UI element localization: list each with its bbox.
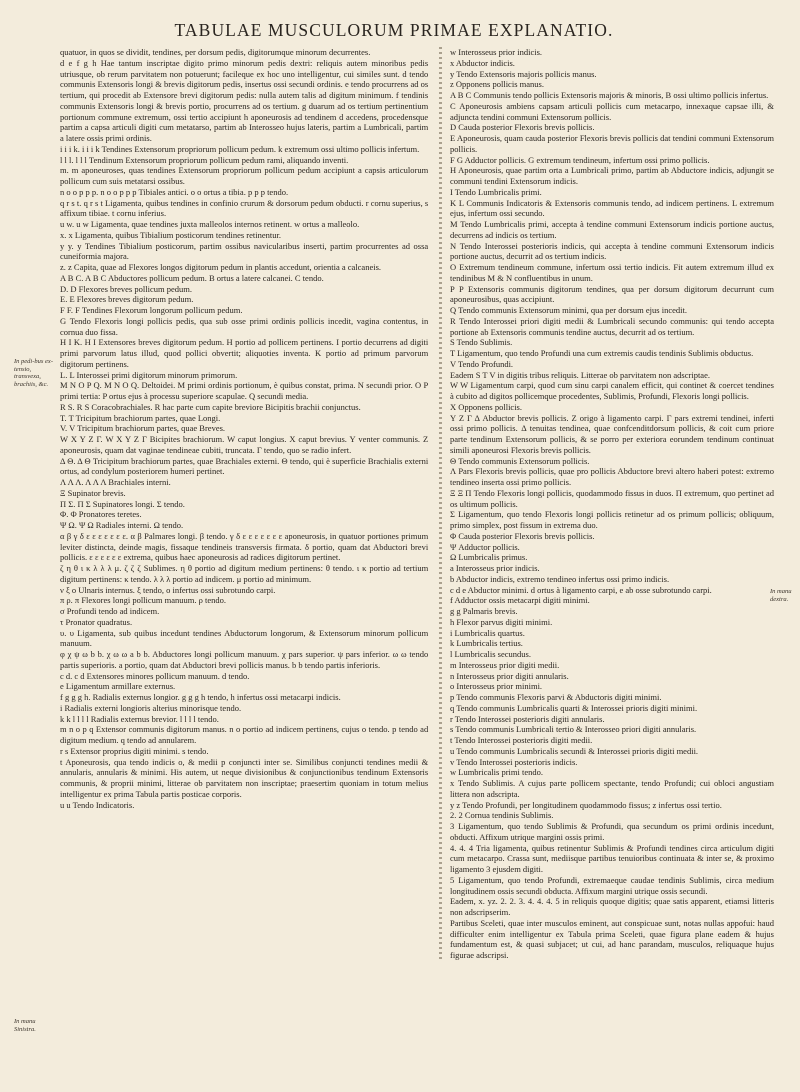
page-title: TABULAE MUSCULORUM PRIMAE EXPLANATIO.: [174, 20, 614, 40]
legend-entry: x Tendo Sublimis. A cujus parte pollicem spectante, tendo Profundi; cui obloci angustiam littera non adscripta.: [449, 778, 774, 799]
legend-entry: V. V Tricipitum brachiorum partes, quae Breves.: [60, 423, 226, 434]
legend-entry: Δ Θ. Δ Θ Tricipitum brachiorum partes, quae Brachiales externi. Θ tendo, qui è superficie Brachialis externi ortus, ad condylum posteriorem humeri pertinet.: [60, 455, 429, 477]
legend-entry: V Tendo Profundi.: [449, 358, 514, 369]
legend-entry: f g g g h. Radialis externus longior. g g g h tendo, h infertus ossi metacarpi indicis.: [60, 692, 341, 702]
legend-entry: m n o p q Extensor communis digitorum manus. n o portio ad indicem pertinens, cujus o tendo. p tendo ad digitum medium. q tendo ad annularem.: [60, 724, 429, 745]
legend-entry: m Interosseus prior digiti medii.: [449, 659, 560, 670]
legend-entry: W X Y Z Γ. W X Y Z Γ Bicipites brachiorum. W caput longius. X caput brevius. Y venter communis. Z aponeurosis, quam dat vaginae tendineae cubiti, truncata. Γ tendo, quo se radio infert.: [60, 434, 429, 455]
legend-entry: Λ Λ Λ. Λ Λ Λ Brachiales interni.: [60, 477, 171, 487]
legend-entry: H I K. H I Extensores breves digitorum pedum. H portio ad pollicem pertinens. I portio decurrens ad digiti primi parvorum latus illud, quod pollici obvertit; aliquoties inventa. K portio ad primum parvorum digitorum pertinens.: [60, 337, 429, 369]
legend-entry: Q Tendo communis Extensorum minimi, qua per dorsum ejus incedit.: [449, 305, 687, 315]
legend-entry: l l l. l l l Tendinum Extensorum propriorum pollicum pedum rami, aliquando inventi.: [60, 154, 349, 165]
legend-entry: X Opponens pollicis.: [449, 401, 522, 412]
legend-entry: r s Extensor proprius digiti minimi. s tendo.: [60, 745, 209, 756]
legend-entry: i Radialis externi longioris alterius minorisque tendo.: [60, 702, 242, 713]
legend-entry: Partibus Sceleti, quae inter musculos eminent, aut conspicuae sunt, notas nullas appofui: haud difficulter enim intelligentur ex Tabula prima Sceleti, quae figura plane eadem & hujus fundamentum est, & quasi subjacet; ut cui, ad hanc parandam, musculos, reliquaque hujus figurae adscripsi.: [449, 917, 774, 960]
legend-entry: Eadem, x. yz. 2. 2. 3. 4. 4. 4. 5 in reliquis quoque digitis; quae satis apparent, etiamsi litteris non adscripserim.: [449, 896, 774, 917]
legend-entry: N Tendo Interossei posterioris indicis, qui accepta à tendine communi Extensorum indicis portione auctus, decurrit ad os tertium indicis.: [449, 240, 774, 262]
legend-entry: I Tendo Lumbricalis primi.: [449, 186, 542, 197]
legend-entry: D Cauda posterior Flexoris brevis pollicis.: [449, 122, 595, 133]
legend-entry: Θ Tendo communis Extensorum pollicis.: [449, 455, 590, 466]
legend-entry: π ρ. π Flexores longi pollicum manuum. ρ tendo.: [60, 595, 227, 606]
left-column: [60, 47, 428, 961]
legend-entry: r Tendo Interossei posterioris digiti annularis.: [449, 713, 605, 724]
legend-entry: 3 Ligamentum, quo tendo Sublimis & Profundi, qua secundum os primi ordinis incedunt, obducti. Affixum utrique margini ossis primi.: [449, 821, 774, 842]
legend-entry: Eadem S T V in digitis tribus reliquis. Litterae ob parvitatem non adscriptae.: [449, 369, 710, 380]
legend-entry: n o o p p p. n o o p p p Tibiales antici. o o ortus a tibia. p p p tendo.: [60, 186, 289, 197]
legend-entry: v Tendo Interossei posterioris indicis.: [449, 756, 578, 767]
column-divider: [434, 47, 446, 961]
legend-entry: φ χ ψ ω b b. χ ω ω a b b. Abductores longi pollicum manuum. χ pars superior. ψ pars inferior. ω ω tendo partis superioris. a portio, quam dat Abductori brevi pollicis manus. b b tendo partis inferioris.: [60, 649, 429, 670]
legend-entry: R S. R S Coracobrachiales. R hac parte cum capite breviore Bicipitis brachii conjunctus.: [60, 401, 361, 412]
legend-entry: t Tendo Interossei posterioris digiti medii.: [449, 735, 593, 745]
legend-entry: x. x Ligamenta, quibus Tibialium posticorum tendines retinentur.: [60, 229, 281, 240]
margin-note-left-bottom: In manu Sinistra.: [14, 1018, 36, 1033]
legend-entry: u w. u w Ligamenta, quae tendines juxta malleolos internos retinent. w ortus a malleolo.: [60, 219, 360, 229]
legend-entry: w Interosseus prior indicis.: [449, 47, 543, 57]
legend-entry: α β γ δ ε ε ε ε ε ε ε. α β Palmares longi. β tendo. γ δ ε ε ε ε ε ε ε aponeurosis, in quatuor portiones primum leviter distincta, deinde magis, fissaque tendineis transversis firmata. δ portio, quam dat Abductori brevi pollicis. ε ε ε ε ε ε extrema, quibus haec aponeurosis ad radices digitorum pertinet.: [60, 530, 429, 563]
legend-entry: e Ligamentum armillare externus.: [60, 681, 176, 692]
margin-note-left-top: In pedi-bus ex-tensio, transvexa, brachiis, &c.: [14, 358, 53, 388]
legend-entry: h Flexor parvus digiti minimi.: [449, 616, 553, 627]
legend-entry: ζ η θ ι κ λ λ λ μ. ζ ζ ζ Sublimes. η θ portio ad digitum medium pertinens: θ tendo. ι κ portio ad tertium digitum pertinens: κ tendo. λ λ λ portio ad indicem. μ portio ad minimum.: [60, 563, 429, 584]
legend-entry: y z Tendo Profundi, per longitudinem quodammodo fissus; z infertus ossi tertio.: [449, 799, 722, 810]
legend-entry: b Abductor indicis, extremo tendineo infertus ossi primo indicis.: [449, 573, 670, 584]
legend-entry: E Aponeurosis, quam cauda posterior Flexoris brevis pollicis dat tendini communi Extensorum pollicis.: [449, 133, 774, 154]
legend-entry: 2. 2 Cornua tendinis Sublimis.: [449, 810, 554, 821]
legend-entry: L. L Interossei primi digitorum minorum primorum.: [60, 369, 238, 380]
legend-entry: q Tendo communis Lumbricalis quarti & Interossei prioris digiti minimi.: [449, 702, 698, 713]
legend-entry: o Interosseus prior minimi.: [449, 681, 543, 692]
legend-entry: Φ. Φ Pronatores teretes.: [60, 509, 142, 520]
legend-entry: τ Pronator quadratus.: [60, 616, 133, 627]
legend-entry: f Adductor ossis metacarpi digiti minimi.: [449, 595, 590, 606]
margin-note-right: In manu dextra.: [770, 588, 792, 603]
legend-entry: Σ Ligamentum, quo tendo Flexoris longi pollicis retinetur ad os primum pollicis; obliquum, primo simplex, post fissum in extrema duo.: [449, 509, 774, 530]
legend-entry: l Lumbricalis secundus.: [449, 649, 531, 659]
legend-entry: t Aponeurosis, qua tendo indicis o, & medii p conjuncti inter se. Similibus conjuncti tendines medii & annularis, annularis & minimi. His autem, ut neque divisionibus & conjunctionibus tendinum Extensoris communis, & proprii minimi, litterae ob parvitatem non inscriptae; praesertim quoniam in totum melius intelligentur ex prima Tabula partis posticae corporis.: [60, 756, 429, 799]
legend-entry: T. T Tricipitum brachiorum partes, quae Longi.: [60, 412, 221, 423]
legend-entry: S Tendo Sublimis.: [449, 337, 513, 348]
legend-entry: 4. 4. 4 Tria ligamenta, quibus retinentur Sublimis & Profundi tendines circa articulum digiti cum metacarpo. Crassa sunt, mediisque partibus tenuioribus continuata & inter se, & proximo ligamento 3 ejusdem digiti.: [449, 842, 774, 874]
legend-entry: z. z Capita, quae ad Flexores longos digitorum pedum in plantis accedunt, orientia a calcaneis.: [60, 262, 382, 272]
right-column: [450, 47, 774, 961]
legend-entry: n Interosseus prior digiti annularis.: [449, 670, 569, 681]
legend-entry: O Extremum tendineum commune, infertum ossi tertio indicis. Fit autem extremum illud ex tendinibus M & N confluentibus in unum.: [449, 262, 774, 283]
legend-entry: υ. υ Ligamenta, sub quibus incedunt tendines Abductorum longorum, & Extensorum minorum pollicum manuum.: [60, 627, 429, 649]
legend-entry: K L Communis Indicatoris & Extensoris communis tendo, ad indicem pertinens. L extremum ejus, infertum ossi secundo.: [449, 197, 774, 219]
legend-entry: A B C Communis tendo pollicis Extensoris majoris & minoris, B ossi ultimo pollicis infertus.: [449, 90, 769, 100]
legend-entry: σ Profundi tendo ad indicem.: [60, 606, 160, 616]
legend-entry: Λ Pars Flexoris brevis pollicis, quae pro pollicis Abductore brevi altero haberi potest: extremo tendineo inserta ossi primo pollicis.: [449, 466, 774, 487]
legend-entry: Ξ Supinator brevis.: [60, 487, 126, 498]
legend-entry: T Ligamentum, quo tendo Profundi una cum extremis caudis tendinis Sublimis obductus.: [449, 348, 754, 358]
legend-entry: y Tendo Extensoris majoris pollicis manus.: [449, 68, 597, 79]
legend-entry: k k l l l l Radialis externus brevior. l l l l tendo.: [60, 713, 219, 724]
two-column-text: [14, 47, 774, 961]
legend-entry: C Aponeurosis ambiens capsam articuli pollicis cum metacarpo, innexaque capsae illi, & adjuncta tendini communi Extensorum pollicis.: [449, 100, 774, 122]
legend-entry: d e f g h Hae tantum inscriptae digito primo minorum pedis dextri: reliquis autem minoribus pedis utriusque, ob rerum parvitatem non potuerunt; facileque ex hoc uno intelligentur, cui similes sunt. d tendo communis Extensoris longi & brevis digitorum pedis, insertus ossi secundi ordinis. e tendo procurrens ad os tertium, qui procedit ab Extensore brevi digitorum pedis: nulla autem talis ad digitum minimum. f tendinis communis Extensoris longi & brevis portio, procurrens ad os tertium. g duarum ad os tertium pertinentium portionum commune extremum, ossi tertio accipiunt h aponeurosis ad tendinem d accedens, procedensque partim a capsa articuli digiti cum metatarso, partim ab Interosseo hujus lateris, partim a Lumbricali, partim a latere ossis primi ordinis.: [60, 57, 429, 143]
legend-entry: i Lumbricalis quartus.: [449, 627, 525, 638]
legend-entry: F F. F Tendines Flexorum longorum pollicum pedum.: [60, 305, 243, 315]
legend-entry: D. D Flexores breves pollicum pedum.: [60, 283, 192, 294]
legend-entry: g g Palmaris brevis.: [449, 606, 518, 616]
legend-entry: H Aponeurosis, quae partim orta a Lumbricali primo, partim ab Abductore indicis, adjungit se communi tendini Extensorum indicis.: [449, 165, 774, 186]
legend-entry: G Tendo Flexoris longi pollicis pedis, qua sub osse primi ordinis pollicis incedit, vagina contentus, in cornua duo fissa.: [60, 315, 429, 337]
legend-entry: A B C. A B C Abductores pollicum pedum. B ortus a latere calcanei. C tendo.: [60, 272, 324, 283]
legend-entry: Ψ Adductor pollicis.: [449, 541, 520, 552]
legend-entry: c d e Abductor minimi. d ortus à ligamento carpi, e ab osse subrotundo carpi.: [449, 584, 712, 595]
legend-entry: quatuor, in quos se dividit, tendines, per dorsum pedis, digitorumque minorum decurrentes.: [60, 47, 371, 57]
legend-entry: z Opponens pollicis manus.: [449, 79, 544, 90]
legend-entry: Φ Cauda posterior Flexoris brevis pollicis.: [449, 530, 595, 541]
legend-entry: u Tendo communis Lumbricalis secundi & Interossei prioris digiti medii.: [449, 745, 699, 756]
legend-entry: s Tendo communis Lumbricali tertio & Interosseo priori digiti annularis.: [449, 724, 697, 735]
legend-entry: x Abductor indicis.: [449, 57, 515, 68]
legend-entry: Y Z Γ Δ Abductor brevis pollicis. Z origo à ligamento carpi. Γ pars extremi tendinei, inferti ossi primo pollicis. Δ tenuitas tendinea, quae confcenditdorsum pollicis, & coit cum priore parte tendinum Extensorum pollicis, & se porro per exteriora eorundem tendinum continuat simili aponeurosi Flexoris brevis pollicis.: [449, 412, 774, 455]
legend-entry: w Lumbricalis primi tendo.: [449, 767, 543, 778]
legend-entry: p Tendo communis Flexoris parvi & Abductoris digiti minimi.: [449, 692, 662, 702]
legend-entry: 5 Ligamentum, quo tendo Profundi, extremaeque caudae tendinis Sublimis, circa medium longitudinem ossis secundi obducta. Affixum margini utrique ossis secundi.: [449, 874, 774, 896]
legend-entry: m. m aponeuroses, quas tendines Extensorum propriorum pollicum pedum accipiunt a capsis articulorum pollicum cum suis metatarsi ossibus.: [60, 165, 429, 186]
legend-entry: Π Σ. Π Σ Supinatores longi. Σ tendo.: [60, 498, 185, 509]
legend-entry: Ω Lumbricalis primus.: [449, 552, 528, 563]
legend-entry: R Tendo Interossei priori digiti medii & Lumbricali secundo communis: qui tendo accepta portione ab Extensoris communis tendine auctus, decurrit ad os tertium.: [449, 315, 774, 337]
legend-entry: E. E Flexores breves digitorum pedum.: [60, 294, 194, 305]
legend-entry: y y. y Tendines Tibialium posticorum, partim ossibus navicularibus inserti, partim procurrentes ad ossa cuneiformia majora.: [60, 240, 429, 262]
legend-entry: Ψ Ω. Ψ Ω Radiales interni. Ω tendo.: [60, 520, 184, 530]
legend-entry: F G Adductor pollicis. G extremum tendineum, infertum ossi primo pollicis.: [449, 154, 710, 165]
legend-entry: q r s t. q r s t Ligamenta, quibus tendines in confinio crurum & dorsorum pedum obducti. r cornu superius, s affixum tibiae. t cornu inferius.: [60, 197, 429, 219]
legend-entry: u u Tendo Indicatoris.: [60, 799, 135, 810]
legend-entry: M Tendo Lumbricalis primi, accepta à tendine communi Extensorum indicis portione auctus, decurrens ad indicis os tertium.: [449, 219, 774, 240]
legend-entry: W W Ligamentum carpi, quod cum sinu carpi canalem efficit, qui continet & coercet tendines à cubito ad digitos pollicemque procedentes, Sublimis, Profundi, Flexoris longi pollicis.: [449, 380, 774, 401]
legend-entry: P P Extensoris communis digitorum tendines, qua per dorsum digitorum decurrunt cum aponeurosibus, quas accipiunt.: [449, 283, 774, 305]
legend-entry: k Lumbricalis tertius.: [449, 638, 523, 649]
legend-entry: M N O P Q. M N O Q. Deltoidei. M primi ordinis portionum, è quibus constat, prima. N secundi prior. O P primi tertia: P ortus ejus à processu superiore scapulae. Q secundi media.: [60, 380, 429, 401]
legend-entry: c d. c d Extensores minores pollicum manuum. d tendo.: [60, 670, 250, 681]
legend-entry: i i i k. i i i k Tendines Extensorum propriorum pollicum pedum. k extremum ossi ultimo pollicis infertum.: [60, 143, 420, 154]
legend-entry: Ξ Ξ Π Tendo Flexoris longi pollicis, quodammodo fissus in duos. Π extremum, quo pertinet ad os ultimum pollicis.: [449, 487, 774, 509]
legend-entry: ν ξ ο Ulnaris internus. ξ tendo, ο infertus ossi subrotundo carpi.: [60, 584, 276, 595]
legend-entry: a Interosseus prior indicis.: [449, 563, 540, 573]
